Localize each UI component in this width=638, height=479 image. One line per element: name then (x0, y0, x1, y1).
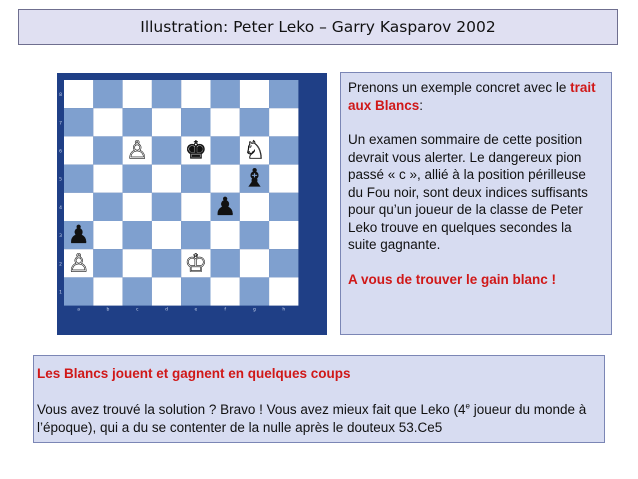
board-square (269, 277, 298, 305)
board-square (240, 80, 269, 108)
board-square (211, 249, 240, 277)
board-square (64, 136, 93, 164)
board-square (152, 165, 181, 193)
board-square (93, 193, 122, 221)
board-square (152, 277, 181, 305)
board-square (181, 221, 210, 249)
board-square (240, 193, 269, 221)
chess-board-diagram (57, 73, 327, 335)
board-square (269, 80, 298, 108)
board-square (123, 249, 152, 277)
board-square (152, 80, 181, 108)
solution-paragraph (37, 401, 600, 437)
file-label: e (194, 307, 198, 313)
board-square (269, 136, 298, 164)
board-square (93, 277, 122, 305)
file-label: f (224, 307, 226, 313)
rank-label: 6 (59, 149, 62, 155)
board-square (181, 80, 210, 108)
board-square (181, 165, 210, 193)
rank-label: 1 (59, 290, 62, 296)
intro-colon: : (419, 97, 424, 113)
board-square (240, 249, 269, 277)
white-pawn-icon: ♙ (126, 135, 149, 165)
board-square (211, 80, 240, 108)
rank-label: 4 (59, 205, 62, 211)
board-square (93, 221, 122, 249)
board-square (211, 136, 240, 164)
file-label: d (165, 307, 168, 313)
board-square (269, 249, 298, 277)
solution-text-start: Vous avez trouvé la solution ? Bravo ! Vous avez mieux fait que Leko (4 (37, 402, 466, 417)
board-square (64, 80, 93, 108)
board-square (211, 277, 240, 305)
board-square (152, 249, 181, 277)
board-square (64, 165, 93, 193)
board-square (181, 193, 210, 221)
file-label: c (136, 307, 139, 313)
board-square (123, 80, 152, 108)
black-king-icon: ♚ (184, 135, 208, 165)
board-square (269, 108, 298, 136)
black-bishop-icon: ♝ (243, 163, 266, 193)
explanation-panel (340, 72, 612, 335)
board-square (152, 193, 181, 221)
board-square (269, 193, 298, 221)
challenge-callout: A vous de trouver le gain blanc ! (348, 271, 557, 287)
slide-title (18, 9, 618, 45)
board-square (181, 277, 210, 305)
solution-heading: Les Blancs jouent et gagnent en quelques coups (37, 366, 351, 381)
rank-label: 7 (59, 121, 62, 127)
trait-highlight: trait aux Blancs (348, 80, 596, 113)
board-square (123, 193, 152, 221)
board-square (93, 249, 122, 277)
board-square (211, 108, 240, 136)
white-king-icon: ♔ (184, 248, 208, 278)
board-square (269, 221, 298, 249)
board-square (64, 277, 93, 305)
white-pawn-icon: ♙ (67, 248, 90, 278)
solution-text-end: joueur du monde à l’époque), qui a du se contenter de la nulle après le douteux 53.Ce5 (37, 402, 587, 435)
board-square (181, 108, 210, 136)
board-square (152, 108, 181, 136)
intro-paragraph (348, 79, 603, 114)
file-label: h (282, 307, 286, 313)
white-knight-icon: ♘ (243, 135, 266, 165)
black-pawn-icon: ♟ (67, 220, 90, 250)
slide-title-text: Illustration: Peter Leko – Garry Kasparov 2002 (140, 18, 496, 36)
board-square (123, 165, 152, 193)
board-square (64, 108, 93, 136)
board-square (123, 221, 152, 249)
solution-panel (33, 355, 605, 443)
ordinal-suffix: e (465, 401, 470, 411)
file-label: b (106, 307, 110, 313)
black-pawn-icon: ♟ (213, 191, 237, 221)
board-square (240, 277, 269, 305)
board-square (211, 165, 240, 193)
board-square (64, 193, 93, 221)
rank-label: 5 (59, 177, 62, 183)
board-square (93, 108, 122, 136)
board-square (240, 108, 269, 136)
rank-label: 8 (59, 93, 62, 99)
chess-board (57, 73, 327, 335)
board-square (123, 277, 152, 305)
board-square (152, 221, 181, 249)
board-square (240, 221, 269, 249)
board-square (152, 136, 181, 164)
file-label: a (77, 307, 81, 313)
board-square (211, 221, 240, 249)
board-square (93, 80, 122, 108)
board-square (93, 136, 122, 164)
rank-label: 3 (59, 234, 62, 240)
board-square (93, 165, 122, 193)
rank-label: 2 (59, 262, 62, 268)
board-square (123, 108, 152, 136)
intro-text: Prenons un exemple concret avec le (348, 80, 567, 95)
board-square (269, 165, 298, 193)
analysis-paragraph: Un examen sommaire de cette position devrait vous alerter. Le dangereux pion passé « c », allié à la position périlleuse du Fou noir, sont deux indices suffisants pour qu’un joueur de la classe de Peter Leko trouve en quelques secondes la suite gagnante. (348, 132, 588, 252)
file-label: g (253, 307, 256, 313)
